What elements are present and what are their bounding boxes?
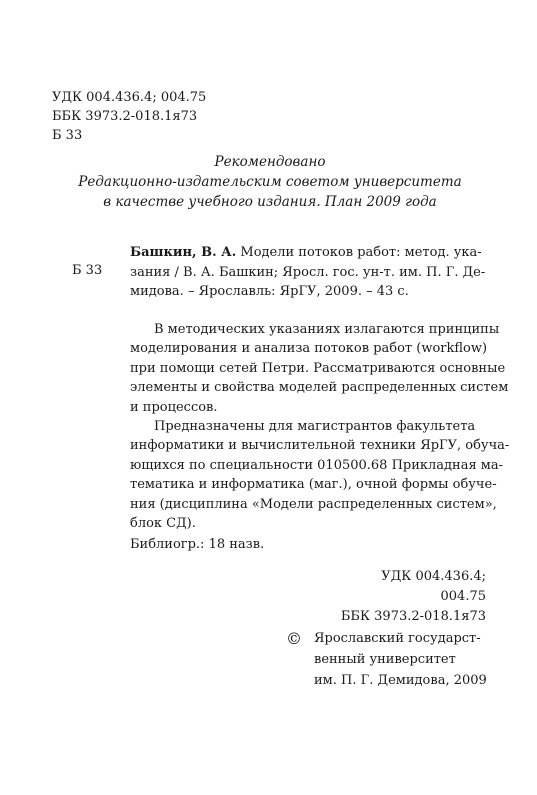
copyright-icon: © xyxy=(286,629,302,648)
annotation-p2-line: информатики и вычислительной техники ЯрГУ, обуча- xyxy=(130,438,510,454)
annotation-p2-line: ющихся по специальности 010500.68 Прикладная ма- xyxy=(130,457,504,473)
annotation-p2-line: ния (дисциплина «Модели распределенных систем», xyxy=(130,496,497,512)
copyright-line-2: венный университет xyxy=(314,652,456,667)
annotation-p1-line: и процессов. xyxy=(130,399,218,415)
bbk-code-bottom: ББК 3973.2-018.1я73 xyxy=(340,609,486,624)
annotation-p1-line: при помощи сетей Петри. Рассматриваются основные xyxy=(130,360,506,376)
recommendation-line-3: в качестве учебного издания. План 2009 года xyxy=(103,194,437,210)
bibliographic-line-1 xyxy=(130,243,482,263)
annotation-p1-line: В методических указаниях излагаются принципы xyxy=(154,322,500,337)
bibliographic-record xyxy=(130,243,486,302)
bibliographic-author-mark: Б 33 xyxy=(72,263,103,278)
annotation xyxy=(130,320,510,533)
recommendation-line-2: Редакционно-издательским советом университета xyxy=(78,174,462,190)
annotation-p1-line: моделирования и анализа потоков работ (workflow) xyxy=(130,341,488,357)
author-name: Башкин, В. А. xyxy=(130,245,237,260)
copyright-line-1: Ярославский государст- xyxy=(314,631,481,646)
copyright-holder xyxy=(314,628,514,691)
bbk-code: ББК 3973.2-018.1я73 xyxy=(52,109,198,124)
udk-code-bottom: УДК 004.436.4; 004.75 xyxy=(381,569,486,604)
author-mark: Б 33 xyxy=(52,128,83,143)
annotation-p2-line: Предназначены для магистрантов факультета xyxy=(154,419,476,435)
book-title: Модели потоков работ: метод. ука- xyxy=(236,245,482,260)
bibliographic-line-2: зания / В. А. Башкин; Яросл. гос. ун-т. им. П. Г. Де- xyxy=(130,264,486,280)
classification-codes-bottom xyxy=(340,567,486,627)
annotation-p1-line: элементы и свойства моделей распределенных систем xyxy=(130,380,509,396)
annotation-p2-line: блок СД). xyxy=(130,516,196,532)
udk-code: УДК 004.436.4; 004.75 xyxy=(52,90,207,105)
bibliographic-line-3: мидова. – Ярославль: ЯрГУ, 2009. – 43 с. xyxy=(130,284,409,299)
classification-codes-top xyxy=(52,88,206,145)
recommendation-line-1: Рекомендовано xyxy=(214,154,326,170)
bibliography-count: Библиогр.: 18 назв. xyxy=(130,537,265,552)
annotation-p2-line: тематика и информатика (маг.), очной формы обуче- xyxy=(130,477,497,493)
copyright-line-3: им. П. Г. Демидова, 2009 xyxy=(314,673,487,688)
recommendation-block xyxy=(60,152,480,212)
